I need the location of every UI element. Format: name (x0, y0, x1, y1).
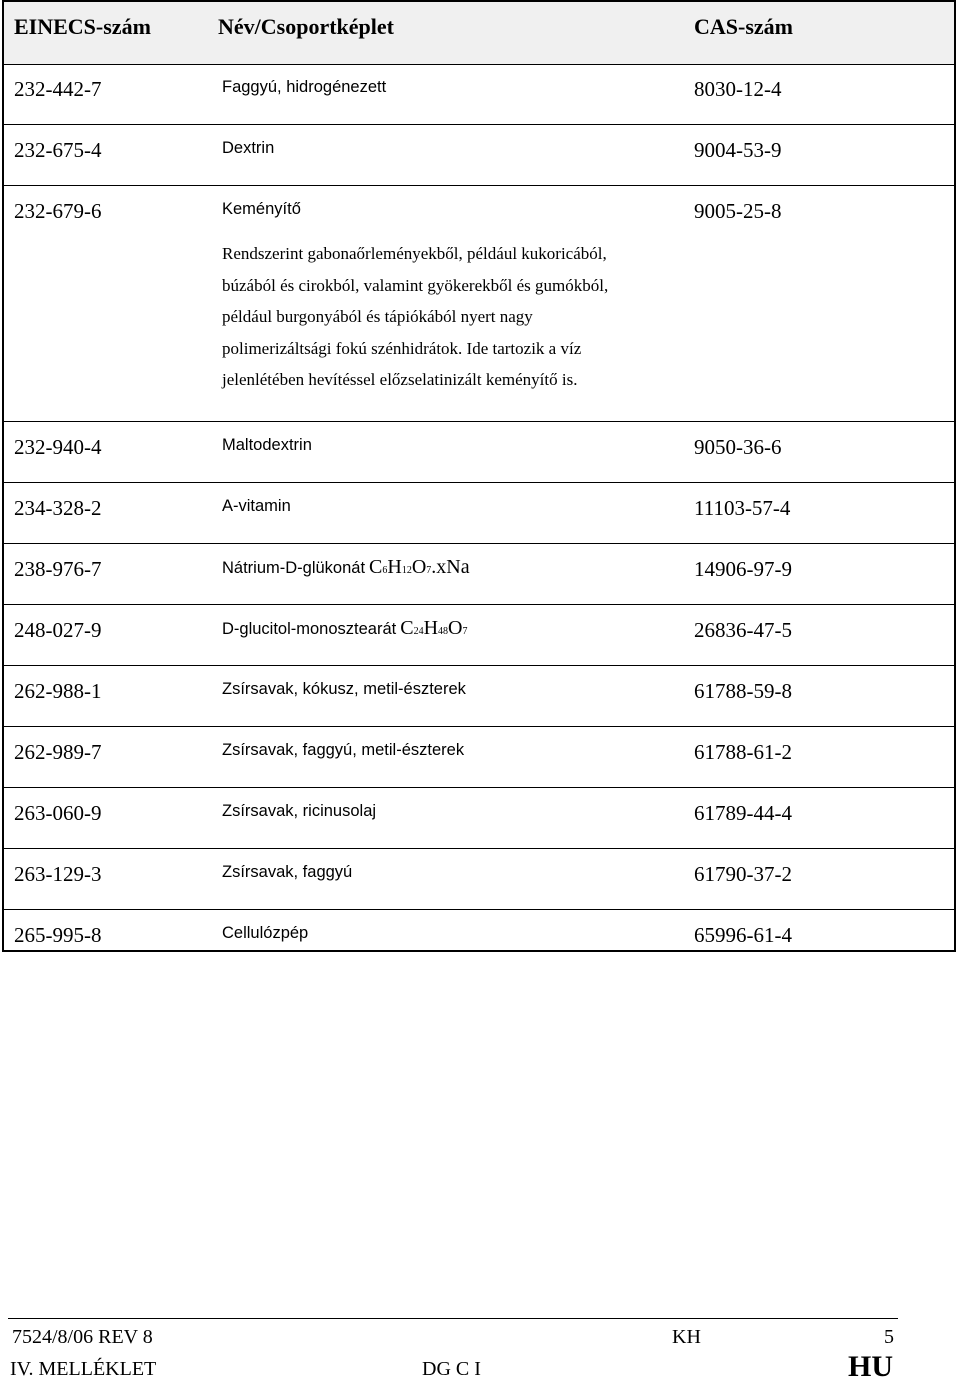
table-row (4, 422, 954, 483)
cas-number: 9004-53-9 (694, 138, 782, 162)
cas-number: 61788-61-2 (694, 739, 792, 764)
cas-number: 26836-47-5 (694, 617, 792, 642)
einecs-number: 265-995-8 (14, 922, 102, 947)
substance-name-cell (222, 136, 682, 160)
table-row (4, 64, 954, 125)
substance-name: Zsírsavak, faggyú, metil-észterek (222, 740, 465, 759)
formula-symbol: C (369, 555, 383, 578)
substance-name-cell (222, 433, 682, 457)
footer-page-number: 5 (884, 1326, 894, 1348)
substance-name-cell (222, 738, 682, 762)
cas-number: 9005-25-8 (694, 199, 782, 223)
substance-name-cell (222, 860, 682, 884)
einecs-number: 232-442-7 (14, 77, 102, 101)
formula-symbol: O (411, 555, 427, 578)
description-line: Rendszerint gabonaőrleményekből, például kukoricából, (222, 244, 607, 263)
cas-number: 65996-61-4 (694, 922, 792, 947)
description-line: például burgonyából és tápiókából nyert nagy (222, 307, 533, 326)
substance-name: Maltodextrin (222, 435, 312, 454)
table-row (4, 544, 954, 605)
cas-number: 61790-37-2 (694, 861, 792, 886)
einecs-number: 263-129-3 (14, 861, 102, 886)
einecs-number: 234-328-2 (14, 495, 102, 520)
table-row (4, 849, 954, 910)
chemical-formula (400, 617, 467, 639)
table-row (4, 727, 954, 788)
substance-name: A-vitamin (222, 496, 291, 515)
footer-annex: IV. MELLÉKLET (10, 1358, 157, 1380)
substance-name-cell (222, 494, 682, 518)
substance-name-cell (222, 616, 682, 644)
description-line: jelenlétében hevítéssel előzselatinizált keményítő is. (222, 370, 578, 389)
substance-name: Keményítő (222, 200, 301, 218)
cas-number: 11103-57-4 (694, 495, 791, 520)
einecs-number: 232-675-4 (14, 138, 102, 162)
substance-name: Zsírsavak, ricinusolaj (222, 801, 377, 820)
cas-number: 61789-44-4 (694, 800, 792, 825)
cas-number: 8030-12-4 (694, 77, 782, 101)
formula-symbol: C (400, 616, 414, 639)
substance-name-cell (222, 197, 682, 221)
substance-name: Cellulózpép (222, 923, 309, 942)
footer-initials: KH (672, 1326, 701, 1348)
formula-symbol: O (448, 616, 463, 639)
formula-subscript: 48 (438, 625, 449, 637)
formula-subscript: 24 (413, 625, 424, 637)
formula-symbol: .xNa (431, 555, 470, 578)
einecs-number: 238-976-7 (14, 556, 102, 581)
substance-name: Zsírsavak, kókusz, metil-észterek (222, 679, 466, 698)
substance-name: Zsírsavak, faggyú (222, 862, 353, 881)
footer-doc-ref: 7524/8/06 REV 8 (12, 1326, 153, 1348)
substance-name: Nátrium-D-glükonát (222, 558, 366, 577)
formula-subscript: 7 (462, 625, 468, 637)
formula-symbol: H (387, 555, 402, 578)
formula-subscript: 12 (401, 564, 412, 576)
einecs-number: 262-988-1 (14, 678, 102, 703)
cas-number: 61788-59-8 (694, 678, 792, 703)
header-name: Név/Csoportképlet (218, 14, 394, 39)
table-row (4, 483, 954, 544)
header-einecs: EINECS-szám (14, 14, 151, 39)
header-cas: CAS-szám (694, 14, 793, 39)
substance-name-cell (222, 799, 682, 823)
substance-description (222, 238, 682, 396)
description-line: búzából és cirokból, valamint gyökerekből és gumókból, (222, 275, 609, 295)
einecs-number: 248-027-9 (14, 617, 102, 642)
einecs-number: 262-989-7 (14, 739, 102, 764)
einecs-number: 263-060-9 (14, 800, 102, 825)
cas-number: 14906-97-9 (694, 556, 792, 581)
table-row (4, 125, 954, 186)
table-row (4, 788, 954, 849)
table-row (4, 666, 954, 727)
substance-name-cell (222, 75, 682, 99)
chemical-formula (369, 556, 470, 578)
substance-name: D-glucitol-monosztearát (222, 619, 397, 638)
footer-dg: DG C I (422, 1358, 481, 1380)
table-row (4, 605, 954, 666)
formula-subscript: 6 (382, 564, 388, 576)
footer-divider (8, 1318, 898, 1319)
substance-name: Dextrin (222, 139, 275, 157)
substance-table (2, 0, 956, 952)
footer-language: HU (848, 1350, 893, 1383)
einecs-number: 232-940-4 (14, 434, 102, 459)
table-row (4, 186, 954, 422)
substance-name-cell (222, 677, 682, 701)
substance-name: Faggyú, hidrogénezett (222, 78, 387, 96)
substance-name-cell (222, 555, 682, 583)
einecs-number: 232-679-6 (14, 199, 102, 223)
formula-subscript: 7 (426, 564, 432, 576)
formula-symbol: H (423, 616, 439, 639)
description-line: polimerizáltsági fokú szénhidrátok. Ide tartozik a víz (222, 338, 582, 358)
substance-name-cell (222, 921, 682, 945)
cas-number: 9050-36-6 (694, 434, 782, 459)
table-row (4, 910, 954, 970)
table-header (4, 2, 954, 65)
